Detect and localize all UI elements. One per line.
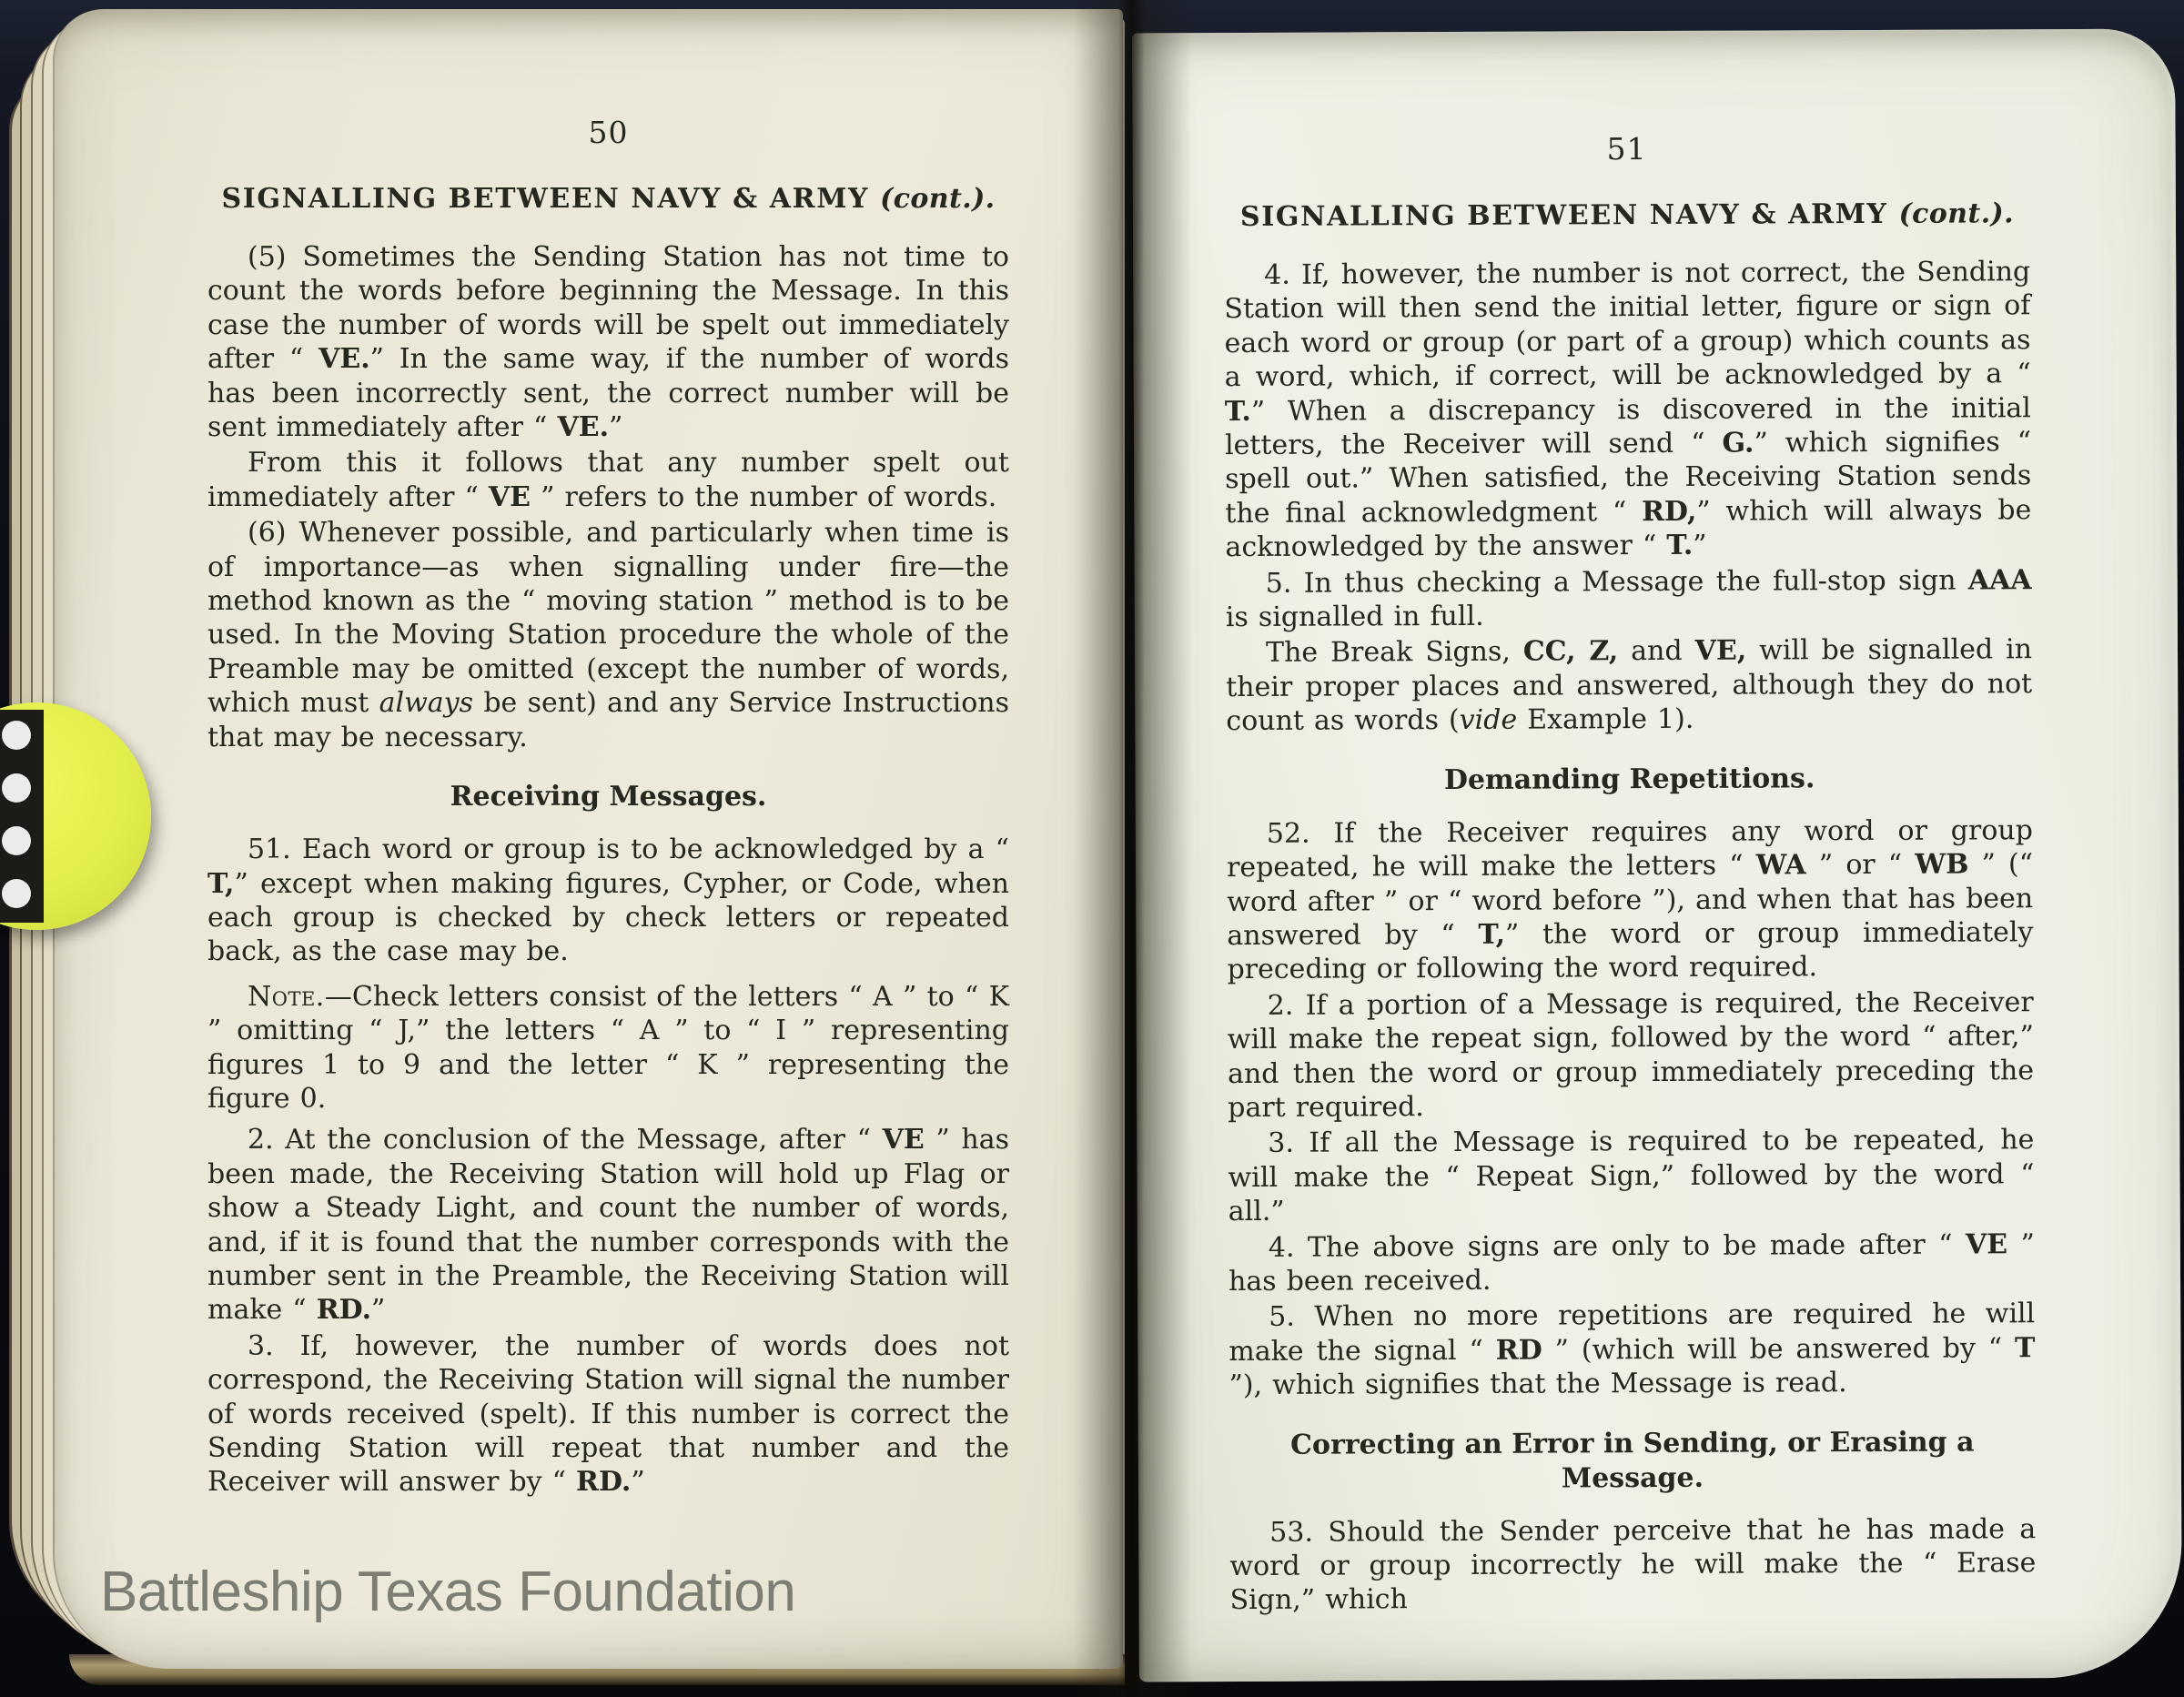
- left-paragraph-note: Note.—Check letters consist of the letters “ A ” to “ K ” omitting “ J,” the letters “ A ” to “ I ” representing figures 1 to 9 and the letter “ K ” representing the figure 0.: [207, 980, 1009, 1115]
- bookmark-tab-strip: [0, 710, 44, 923]
- running-header-right: SIGNALLING BETWEEN NAVY & ARMY (cont.).: [1239, 197, 2015, 233]
- left-paragraph-2: 2. At the conclusion of the Message, after “ VE ” has been made, the Receiving Station will hold up Flag or show a Steady Light, and count the number of words, and, if it is found that the number corresponds with the number sent in the Preamble, the Receiving Station will make “ RD.”: [207, 1124, 1009, 1327]
- right-paragraph-2: 2. If a portion of a Message is required, the Receiver will make the repeat sign, followed by the word “ after,” and then the word or group immediately preceding the part required.: [1227, 985, 2035, 1124]
- left-page-text-column: [207, 9, 1009, 1500]
- right-paragraph-5: 5. In thus checking a Message the full-stop sign AAA is signalled in full.: [1225, 563, 2032, 634]
- book-page-left: [53, 9, 1123, 1669]
- page-number-right: 51: [1606, 131, 1647, 167]
- section-heading-receiving-messages: Receiving Messages.: [450, 781, 767, 813]
- tab-dot: [2, 773, 31, 803]
- section-heading-demanding-repetitions: Demanding Repetitions.: [1443, 762, 1815, 796]
- book-page-right: [1132, 29, 2182, 1682]
- right-paragraph-53: 53. Should the Sender perceive that he has made a word or group incorrectly he will make the “ Erase Sign,” which: [1229, 1512, 2037, 1617]
- tab-dot: [2, 879, 31, 908]
- right-paragraph-4: 4. If, however, the number is not correct, the Sending Station will then send the initial letter, figure or sign of each word or group (or part of a group) which counts as a word, which, if correct, will be acknowledged by a “ T.” When a discrepancy is discovered in the initial letters, the Receiver will send “ G.” which signifies “ spell out.” When satisfied, the Receiving Station sends the final acknowledgment “ RD,” which will always be acknowledged by the answer “ T.”: [1224, 256, 2032, 564]
- running-header-left: SIGNALLING BETWEEN NAVY & ARMY (cont.).: [221, 183, 996, 215]
- right-paragraph-3: 3. If all the Message is required to be repeated, he will make the “ Repeat Sign,” followed by the word “ all.”: [1228, 1124, 2035, 1228]
- tab-dot: [2, 721, 31, 750]
- right-page-text-column: [1223, 29, 2037, 1618]
- right-paragraph-break-signs: The Break Signs, CC, Z, and VE, will be signalled in their proper places and answered, although they do not count as words (vide Example 1).: [1226, 633, 2033, 738]
- watermark-text: Battleship Texas Foundation: [100, 1561, 796, 1623]
- right-paragraph-4b: 4. The above signs are only to be made after “ VE ” has been received.: [1228, 1227, 2035, 1298]
- section-heading-correcting-an-error: Correcting an Error in Sending, or Erasing a Message.: [1290, 1426, 1975, 1495]
- left-paragraph-3: 3. If, however, the number of words does not correspond, the Receiving Station will signal the number of words received (spelt). If this number is correct the Sending Station will repeat that number and the Receiver will answer by “ RD.”: [207, 1329, 1009, 1499]
- right-paragraph-52: 52. If the Receiver requires any word or group repeated, he will make the letters “ WA ” or “ WB ” (“ word after ” or “ word before ”), and when that has been answered by “ T,” the word or group immediately preceding or following the word required.: [1226, 813, 2034, 986]
- left-paragraph-51: 51. Each word or group is to be acknowledged by a “ T,” except when making figures, Cypher, or Code, when each group is checked by check letters or repeated back, as the case may be.: [207, 833, 1009, 968]
- right-paragraph-5b: 5. When no more repetitions are required he will make the signal “ RD ” (which will be answered by “ T ”), which signifies that the Message is read.: [1228, 1298, 2036, 1402]
- left-paragraph-from-this: From this it follows that any number spelt out immediately after “ VE ” refers to the number of words.: [207, 447, 1009, 513]
- tab-dot: [2, 826, 31, 855]
- left-paragraph-6: (6) Whenever possible, and particularly when time is of importance—as when signalling under fire—the method known as the “ moving station ” method is to be used. In the Moving Station procedure the whole of the Preamble may be omitted (except the number of words, which must always be sent) and any Service Instructions that may be necessary.: [207, 517, 1010, 753]
- left-paragraph-5: (5) Sometimes the Sending Station has not time to count the words before beginning the Message. In this case the number of words will be spelt out immediately after “ VE.” In the same way, if the number of words has been incorrectly sent, the correct number will be sent immediately after “ VE.”: [207, 241, 1009, 444]
- page-number-left: 50: [588, 115, 629, 150]
